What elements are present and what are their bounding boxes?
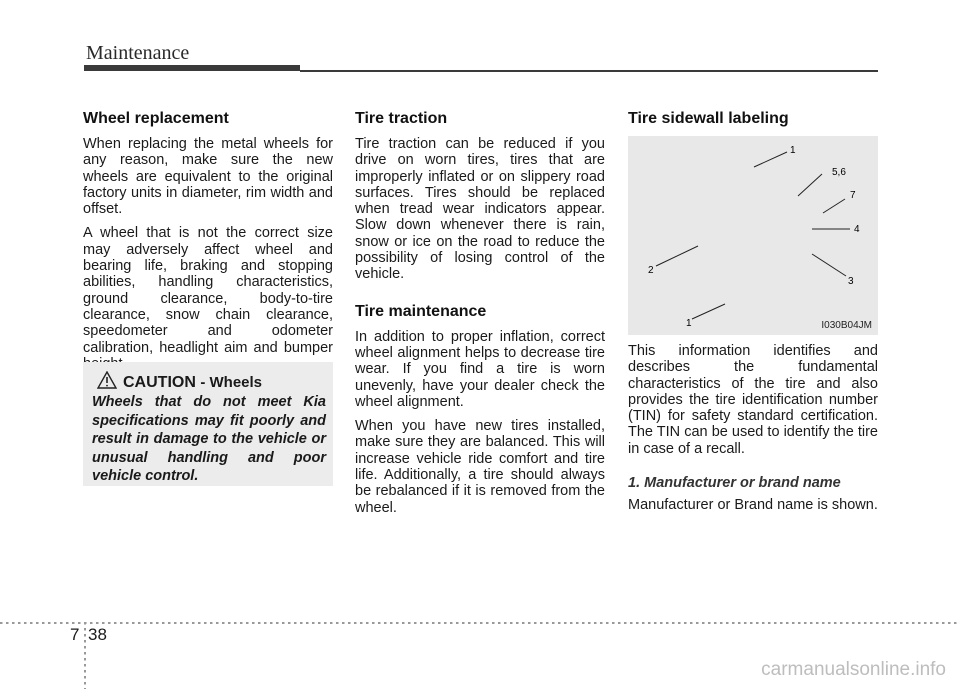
header-rule-thin — [300, 70, 878, 72]
wheel-replacement-heading: Wheel replacement — [83, 110, 229, 127]
caution-body: Wheels that do not meet Kia specifications may fit poorly and result in damage to the vehicle or unusual handling and poor vehicle control. — [92, 394, 326, 485]
callout-label: 4 — [854, 224, 860, 235]
callout-label: 1 — [790, 145, 796, 156]
tire-maintenance-heading: Tire maintenance — [355, 302, 487, 320]
column-wheel-replacement — [83, 110, 333, 380]
figure-caption: I030B04JM — [821, 320, 872, 331]
caution-subtitle: - Wheels — [200, 374, 263, 391]
chapter-number: 7 — [70, 625, 80, 644]
watermark: carmanualsonline.info — [761, 659, 946, 680]
page-number: 38 — [88, 625, 107, 644]
column-tire-sidewall — [628, 110, 878, 521]
caution-header — [97, 371, 262, 392]
callout-label: 2 — [648, 265, 654, 276]
wheel-replacement-para-2: A wheel that is not the correct size may adversely affect wheel and bearing life, braking and stopping abilities, handling characteristics, ground clearance, body-to-tire clearance, snow chain clearance, speedometer and odometer calibration, headlight aim and bumper — [83, 225, 333, 356]
manufacturer-para: Manufacturer or Brand name is shown. — [628, 497, 878, 514]
tire-sidewall-para: This information identifies and describes the fundamental characteristics of the tire and also provides the tire identification number (TIN) for safety standard certification. The TIN can be used to identify the tire in case of a recall. — [628, 343, 878, 457]
tire-sidewall-heading: Tire sidewall labeling — [628, 110, 789, 127]
caution-title: CAUTION — [123, 374, 196, 391]
footer-dotted-divider — [84, 622, 86, 689]
header-rule-thick — [84, 65, 300, 71]
warning-triangle-icon — [97, 371, 117, 389]
callout-label: 1 — [686, 318, 692, 329]
manufacturer-subheading: 1. Manufacturer or brand name — [628, 475, 841, 492]
tire-sidewall-figure — [628, 136, 878, 335]
wheel-replacement-para-1: When replacing the metal wheels for any reason, make sure the new wheels are equivalent to the original factory units in diameter, rim width and offset. — [83, 136, 333, 218]
tire-traction-para: Tire traction can be reduced if you drive on worn tires, tires that are improperly inflated or on slippery road surfaces. Tires should be replaced when tread wear indicators appear. Slow down whenever there is rain, snow or ice on the road to reduce the possibility of losing control of the vehicle. — [355, 136, 605, 283]
section-title: Maintenance — [86, 42, 190, 64]
tire-diagram — [628, 136, 878, 335]
footer-dotted-rule — [0, 622, 960, 624]
callout-label: 7 — [850, 190, 856, 201]
tire-maintenance-para-2: When you have new tires installed, make sure they are balanced. This will increase vehicle ride comfort and tire life. Additionally, a tire should always be rebalanced if it is removed from the wheel. — [355, 418, 605, 516]
tire-maintenance-para-1: In addition to proper inflation, correct wheel alignment helps to decrease tire wear. If you find a tire is worn unevenly, have your dealer check the wheel alignment. — [355, 328, 605, 410]
callout-label: 5,6 — [832, 167, 846, 178]
caution-box — [83, 362, 333, 486]
callout-label: 3 — [848, 276, 854, 287]
column-tire-care — [355, 110, 605, 524]
tire-traction-heading: Tire traction — [355, 110, 448, 127]
